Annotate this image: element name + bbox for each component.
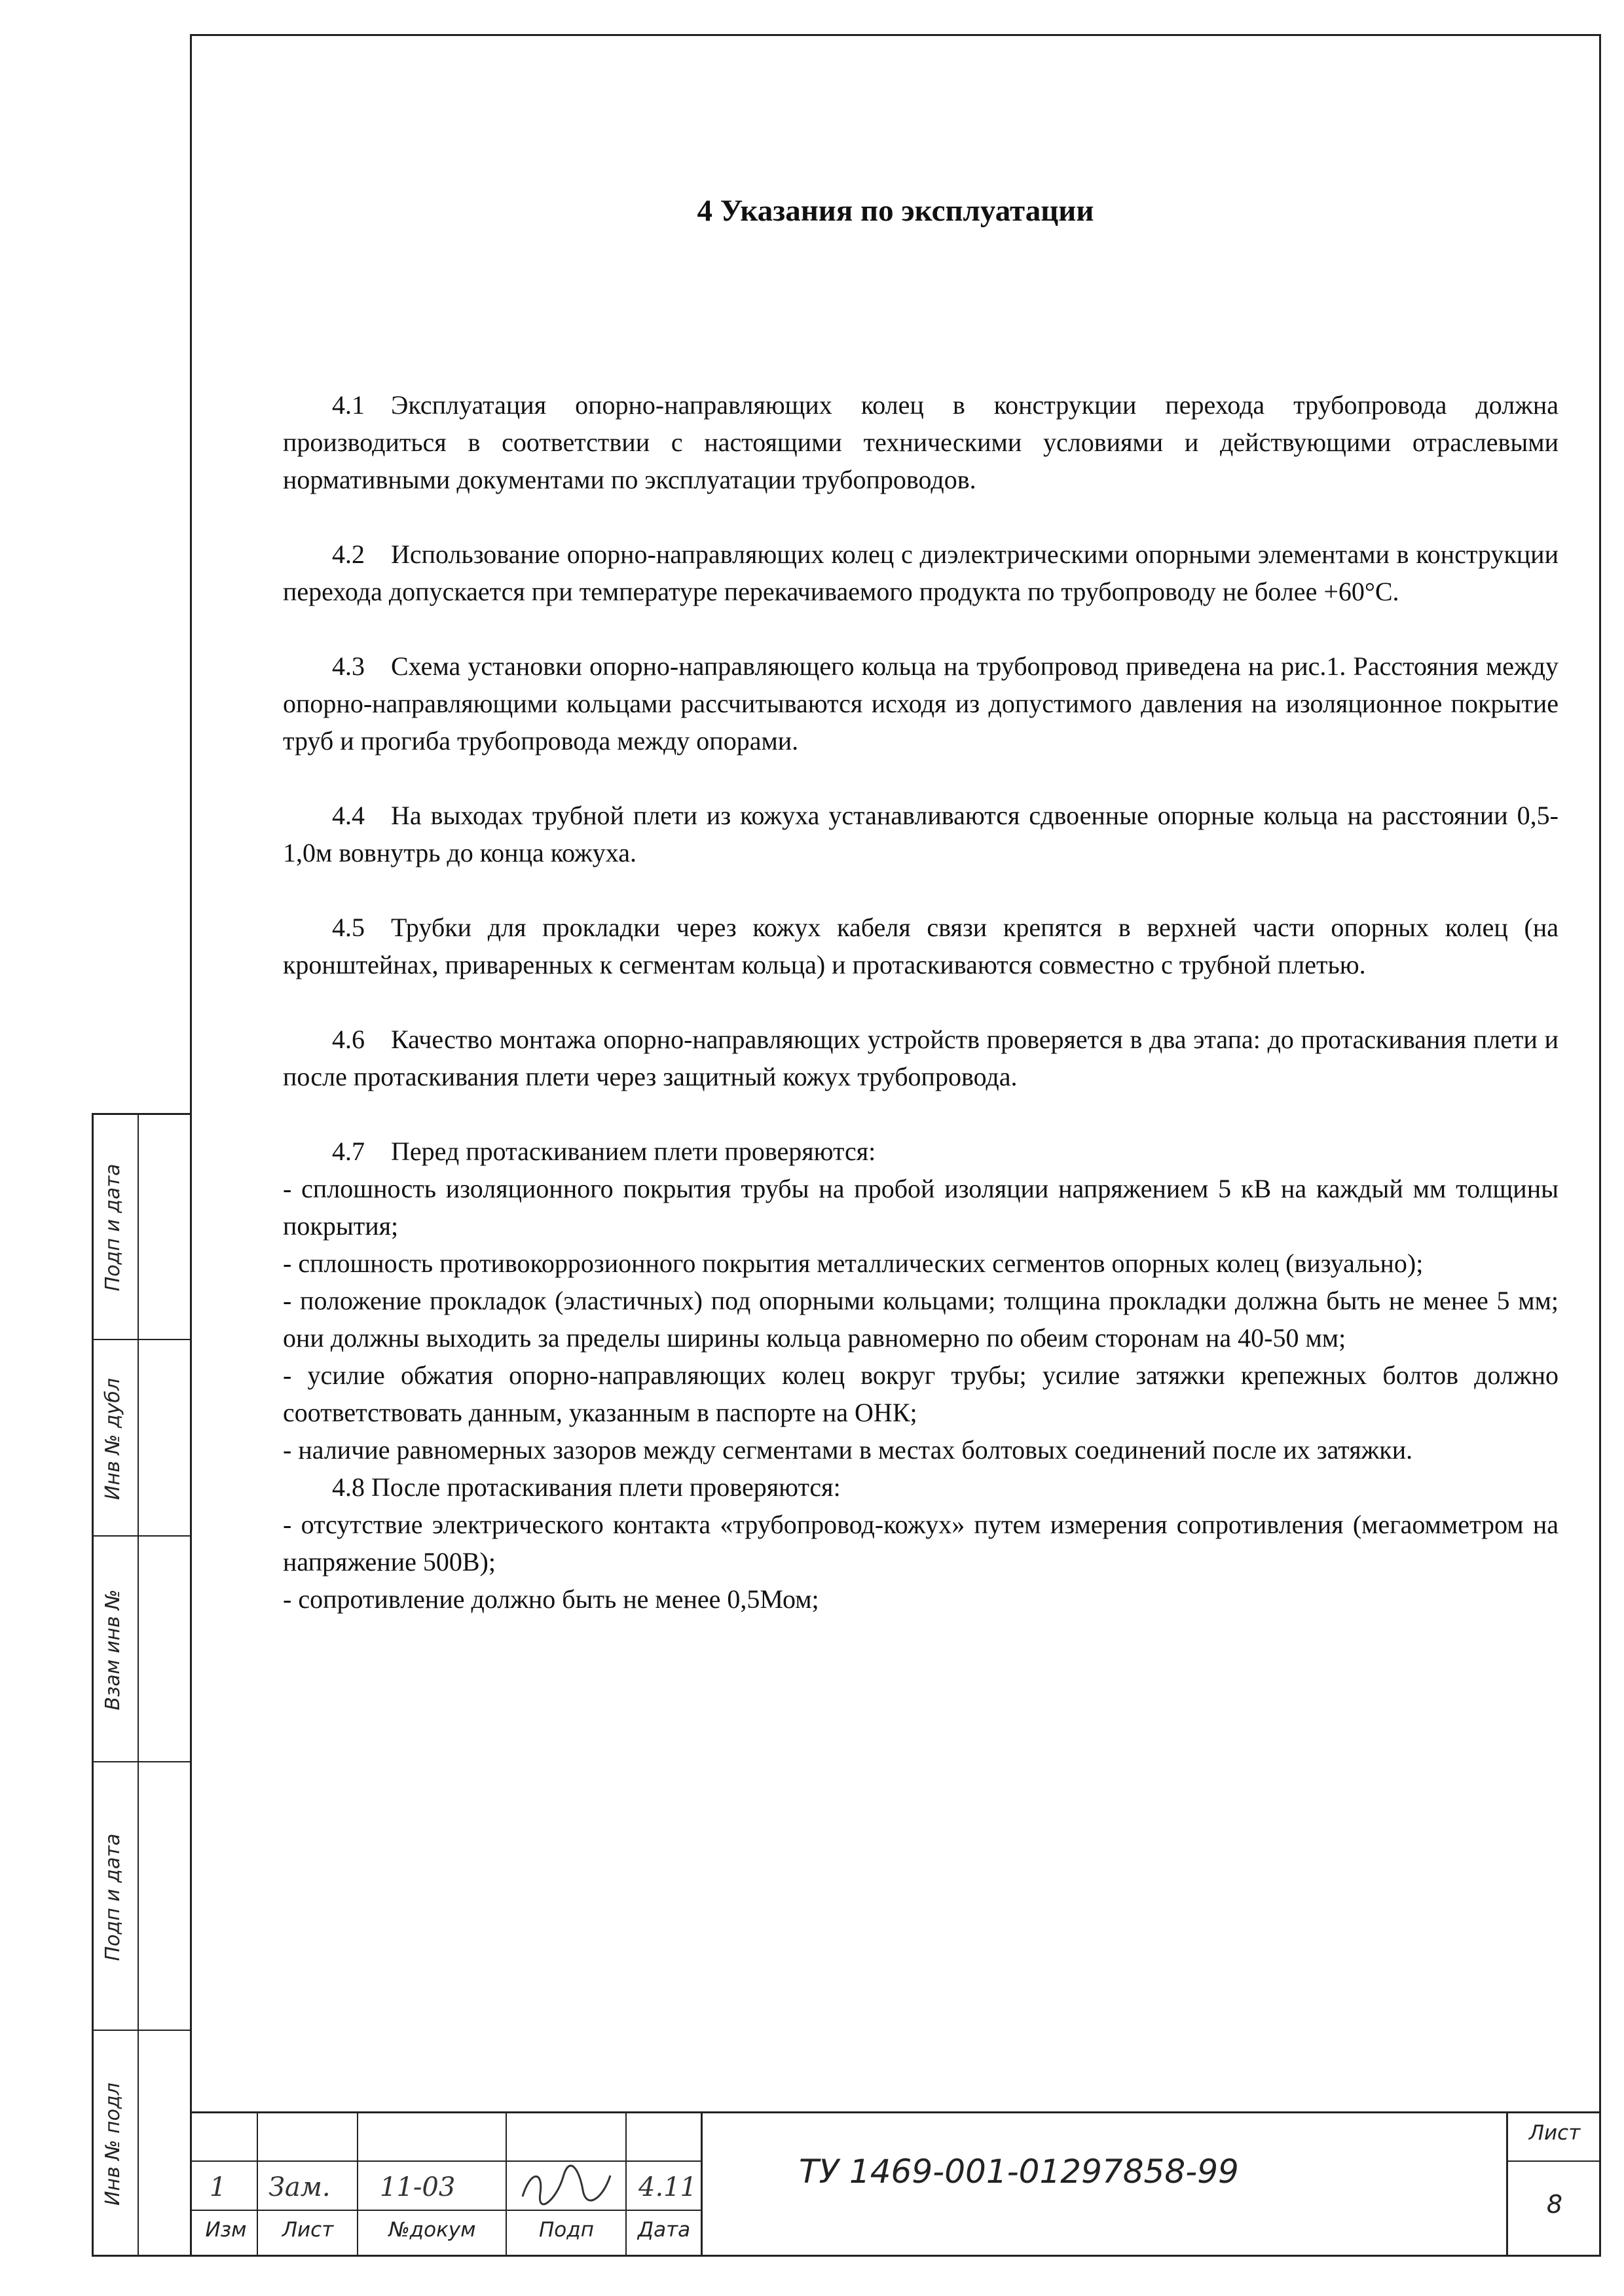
list-item: - сплошность противокоррозионного покрытия металлических сегментов опорных колец (визуально); <box>283 1248 1424 1278</box>
sheet-number: 8 <box>1546 2190 1563 2219</box>
paragraph-number: 4.4 <box>332 801 365 830</box>
paragraph-4-4 <box>283 797 1559 871</box>
document-code: ТУ 1469-001-01297858-99 <box>799 2153 1239 2191</box>
paragraph-4-8 <box>283 1468 1559 1506</box>
stamp-header-podp: Подп <box>539 2218 594 2242</box>
paragraph-text: На выходах трубной плети из кожуха устанавливаются сдвоенные опорные кольца на расстоянии 0,5-1,0м вовнутрь до конца кожуха. <box>283 801 1559 867</box>
paragraph-number: 4.7 <box>332 1137 365 1166</box>
side-strip-sep-1 <box>92 1339 192 1340</box>
stamp-header-izm: Изм <box>205 2218 247 2242</box>
list-item: - сплошность изоляционного покрытия трубы на пробой изоляции напряжением 5 кВ на каждый мм толщины покрытия; <box>283 1174 1559 1241</box>
side-strip-border <box>190 1113 192 2257</box>
side-strip-top <box>92 1113 192 1115</box>
stamp-header-date: Дата <box>637 2218 691 2242</box>
side-strip-bottom <box>92 2255 192 2257</box>
paragraph-number: 4.3 <box>332 651 365 681</box>
stamp-date-value: 4.11 <box>638 2172 697 2202</box>
paragraph-number: 4.1 <box>332 390 365 420</box>
paragraph-4-6 <box>283 1021 1559 1095</box>
paragraph-number: 4.6 <box>332 1025 365 1054</box>
stamp-top-border <box>190 2111 1601 2113</box>
stamp-sheet-divider <box>1506 2160 1601 2162</box>
side-strip-left <box>92 1113 94 2257</box>
paragraph-4-5 <box>283 909 1559 983</box>
paragraph-4-2 <box>283 536 1559 610</box>
stamp-col-3 <box>506 2111 507 2257</box>
stamp-col-4 <box>625 2111 627 2257</box>
list-item: - наличие равномерных зазоров между сегментами в местах болтовых соединений после их затяжки. <box>283 1435 1413 1465</box>
list-item: - сопротивление должно быть не менее 0,5Мом; <box>283 1584 819 1614</box>
paragraph-4-3 <box>283 647 1559 759</box>
paragraph-number: 4.2 <box>332 539 365 569</box>
paragraph-text: Перед протаскиванием плети проверяются: <box>391 1137 876 1166</box>
side-label-inv-dubl: Инв № дубл <box>101 1377 124 1501</box>
paragraph-text: Эксплуатация опорно-направляющих колец в конструкции перехода трубопровода должна производиться в соответствии с настоящими техническими условиями и действующими отраслевыми нормативными документами по эксплуатации трубопроводов. <box>283 390 1559 494</box>
stamp-row-line-2 <box>190 2210 701 2211</box>
stamp-header-docnum: №докум <box>388 2218 476 2242</box>
sheet-label: Лист <box>1528 2121 1581 2145</box>
stamp-docnum-value: 11-03 <box>380 2172 456 2202</box>
side-strip-sep-4 <box>92 2030 192 2031</box>
paragraph-4-1 <box>283 386 1559 498</box>
list-item: - отсутствие электрического контакта «трубопровод-кожух» путем измерения сопротивления (мегаомметром на напряжение 500В); <box>283 1510 1559 1576</box>
side-label-inv-podl: Инв № подл <box>101 2083 124 2206</box>
paragraph-number: 4.5 <box>332 913 365 942</box>
paragraph-text: Качество монтажа опорно-направляющих устройств проверяется в два этапа: до протаскивания плети и после протаскивания плети через защитный кожух трубопровода. <box>283 1025 1559 1091</box>
list-item: - положение прокладок (эластичных) под опорными кольцами; толщина прокладки должна быть не менее 5 мм; они должны выходить за пределы ширины кольца равномерно по обеим сторонам на 40-50 мм; <box>283 1286 1559 1353</box>
paragraph-text: Трубки для прокладки через кожух кабеля связи крепятся в верхней части опорных колец (на кронштейнах, приваренных к сегментам кольца) и протаскиваются совместно с трубной плетью. <box>283 913 1559 979</box>
list-item: - усилие обжатия опорно-направляющих колец вокруг трубы; усилие затяжки крепежных болтов должно соответствовать данным, указанным в паспорте на ОНК; <box>283 1360 1559 1427</box>
stamp-list-value: Зам. <box>268 2172 331 2202</box>
paragraph-text: Использование опорно-направляющих колец с диэлектрическими опорными элементами в конструкции перехода допускается при температуре перекачиваемого продукта по трубопроводу не более +60°C. <box>283 539 1559 606</box>
stamp-col-2 <box>357 2111 358 2257</box>
side-strip-divider <box>138 1113 139 2257</box>
stamp-row-line-1 <box>190 2160 701 2162</box>
paragraph-text: Схема установки опорно-направляющего кольца на трубопровод приведена на рис.1. Расстояния между опорно-направляющими кольцами рассчитываются исходя из допустимого давления на изоляционное покрытие труб и прогиба трубопровода между опорами. <box>283 651 1559 756</box>
side-label-podp-data-2: Подп и дата <box>101 1833 124 1961</box>
side-label-vzam-inv: Взам инв № <box>101 1589 124 1711</box>
paragraph-4-7 <box>283 1133 1559 1170</box>
paragraph-number: 4.8 <box>332 1472 365 1502</box>
section-title: 4 Указания по эксплуатации <box>697 194 1094 228</box>
stamp-izm-value: 1 <box>210 2172 227 2202</box>
paragraph-text: После протаскивания плети проверяются: <box>371 1472 841 1502</box>
body-text <box>283 386 1559 1618</box>
stamp-header-list: Лист <box>282 2218 334 2242</box>
stamp-col-1 <box>257 2111 258 2257</box>
side-label-podp-data-1: Подп и дата <box>101 1163 124 1292</box>
side-strip-sep-3 <box>92 1761 192 1762</box>
stamp-signature <box>517 2164 616 2206</box>
stamp-col-5 <box>701 2111 703 2257</box>
